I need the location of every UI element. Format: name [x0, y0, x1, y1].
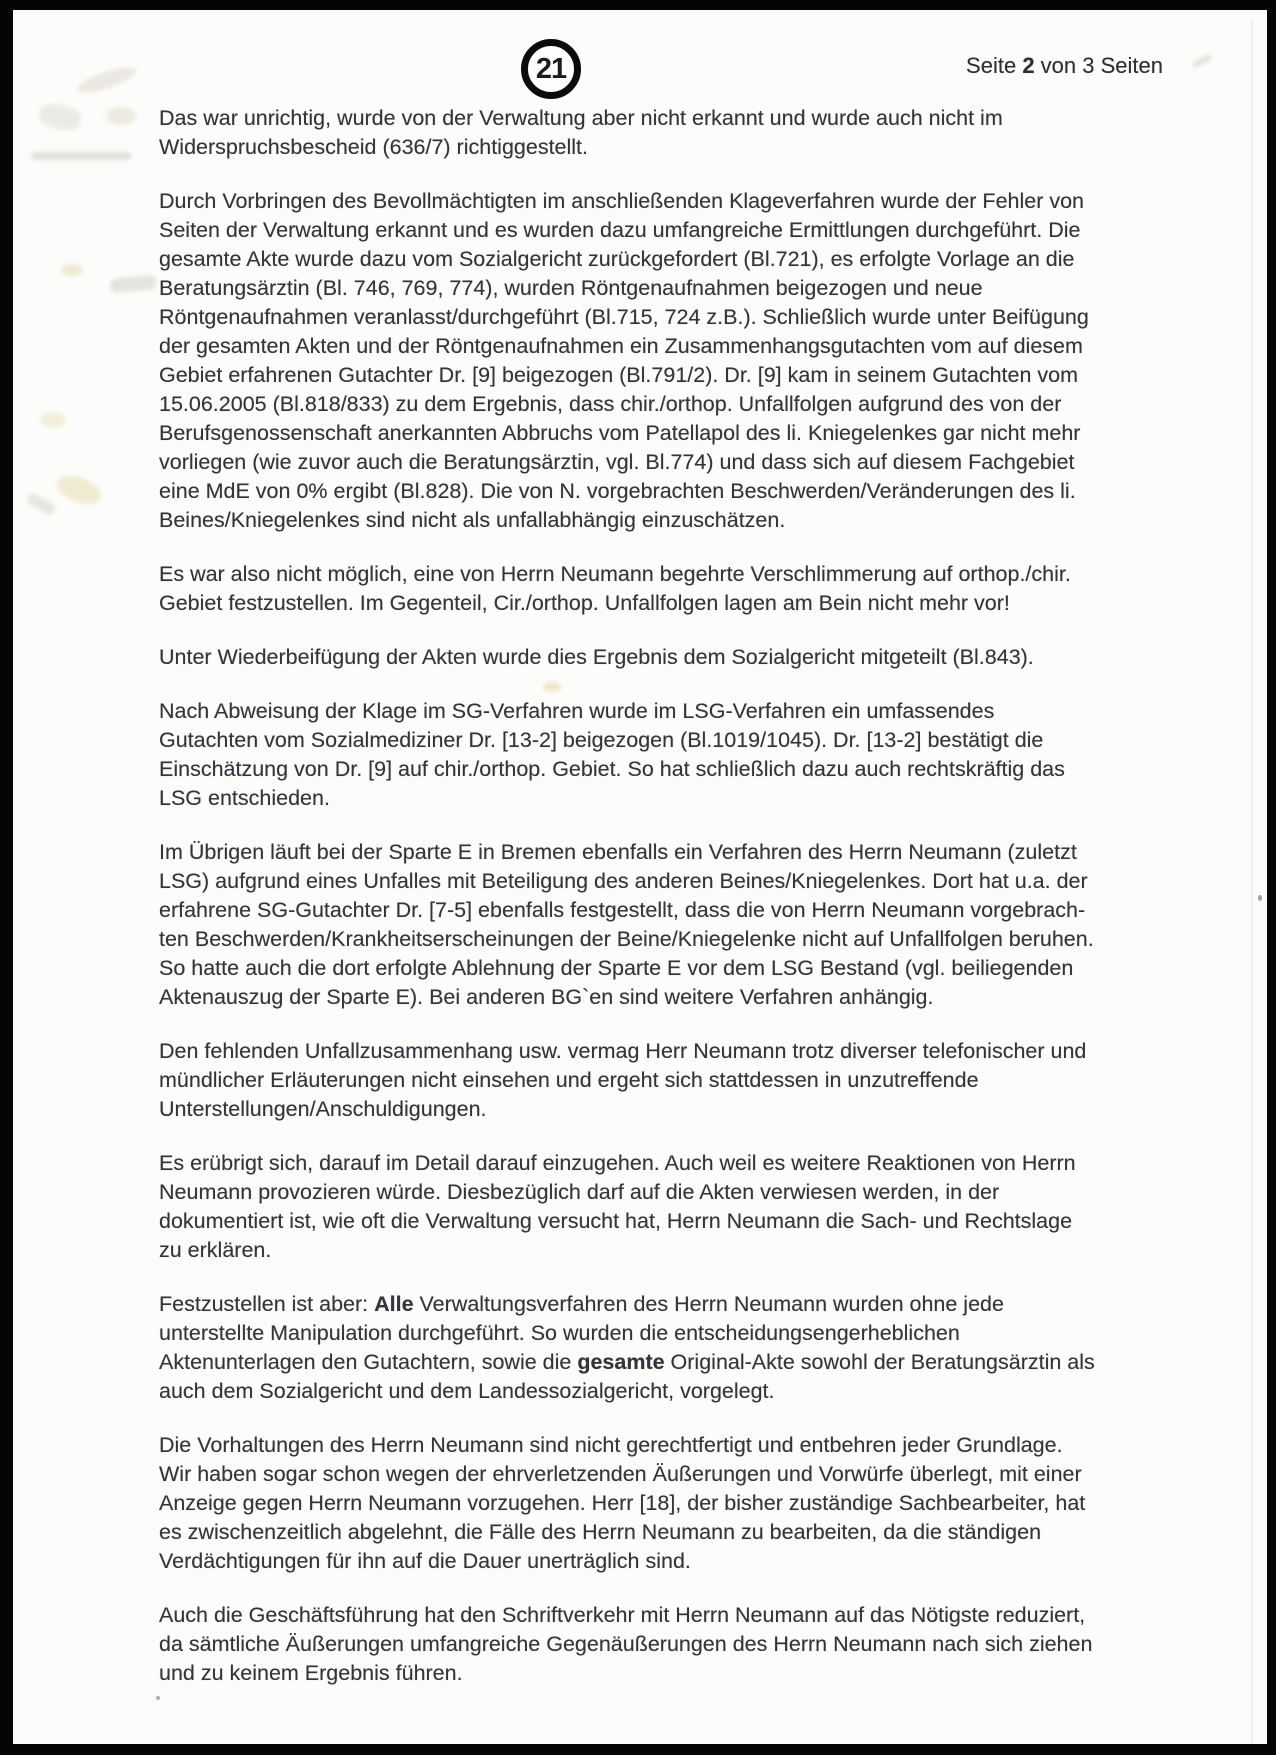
paragraph: Festzustellen ist aber: Alle Verwaltungsverfahren des Herrn Neumann wurden ohne jede unterstellte Manipulation durchgeführt. So wurden die entscheidungsengerheblichen Aktenunterlagen den Gutachtern, sowie die gesamte Original-Akte sowohl der Beratungsärztin als auch dem Sozialgericht und dem Landessozialgericht, vorgelegt.	[159, 1292, 1095, 1403]
paragraph: Auch die Geschäftsführung hat den Schriftverkehr mit Herrn Neumann auf das Nötigste reduziert, da sämtliche Äußerungen umfangreiche Gegenäußerungen des Herrn Neumann nach sich ziehen und zu keinem Ergebnis führen.	[159, 1603, 1093, 1685]
text-segment: Aktenunterlagen den Gutachtern, sowie die	[159, 1350, 578, 1374]
scan-artifact	[37, 101, 83, 133]
scanner-streak	[1251, 20, 1253, 1754]
paragraph: Unter Wiederbeifügung der Akten wurde dies Ergebnis dem Sozialgericht mitgeteilt (Bl.843).	[159, 645, 1034, 669]
text-segment: Verwaltungsverfahren des Herrn Neumann wurden ohne jede	[413, 1292, 1004, 1316]
paragraph: Durch Vorbringen des Bevollmächtigten im anschließenden Klageverfahren wurde der Fehler von Seiten der Verwaltung erkannt und es wurden dazu umfangreiche Ermittlungen durchgeführt. Die gesamte Akte wurde dazu vom Sozialgericht zurückgefordert (Bl.721), es erfolgte Vorlage an die Beratungsärztin (Bl. 746, 769, 774), wurden Röntgenaufnahmen beigezogen und neue Röntgenaufnahmen veranlasst/durchgeführt (Bl.715, 724 z.B.). Schließlich wurde unter Beifügung der gesamten Akten und der Röntgenaufnahmen ein Zusammenhangsgutachten vom auf diesem Gebiet erfahrenen Gutachter Dr. [9] beigezogen (Bl.791/2). Dr. [9] kam in seinem Gutachten vom 15.06.2005 (Bl.818/833) zu dem Ergebnis, dass chir./orthop. Unfallfolgen aufgrund des von der Berufsgenossenschaft anerkannten Abbruchs vom Patellapol des li. Kniegelenkes gar nicht mehr vorliegen (wie zuvor auch die Beratungsärztin, vgl. Bl.774) und dass sich auf diesem Fachgebiet eine MdE von 0% ergibt (Bl.828). Die von N. vorgebrachten Beschwerden/Veränderungen des li. Beines/Kniegelenkes sind nicht als unfallabhängig einzuschätzen.	[159, 189, 1089, 532]
scan-artifact	[25, 491, 57, 516]
bold-text-segment: gesamte	[577, 1350, 665, 1374]
paragraph: Im Übrigen läuft bei der Sparte E in Bremen ebenfalls ein Verfahren des Herrn Neumann (zuletzt LSG) aufgrund eines Unfalles mit Beteiligung des anderen Beines/Kniegelenkes. Dort hat u.a. der erfahrene SG-Gutachter Dr. [7-5] ebenfalls festgestellt, dass die von Herrn Neumann vorgebrach- ten Beschwerden/Krankheitserscheinungen der Beine/Kniegelenke nicht auf Unfallfolgen beruhen. So hatte auch die dort erfolgte Ablehnung der Sparte E vor dem LSG Bestand (vgl. beiliegenden Aktenauszug der Sparte E). Bei anderen BG`en sind weitere Verfahren anhängig.	[159, 840, 1094, 1009]
bold-text-segment: Alle	[374, 1292, 414, 1316]
paragraph: Die Vorhaltungen des Herrn Neumann sind nicht gerechtfertigt und entbehren jeder Grundlage. Wir haben sogar schon wegen der ehrverletzenden Äußerungen und Vorwürfe überlegt, mit einer Anzeige gegen Herrn Neumann vorzugehen. Herr [18], der bisher zuständige Sachbearbeiter, hat es zwischenzeitlich abgelehnt, die Fälle des Herrn Neumann zu bearbeiten, da die ständigen Verdächtigungen für ihn auf die Dauer unerträglich sind.	[159, 1433, 1086, 1573]
paragraph: Es war also nicht möglich, eine von Herrn Neumann begehrte Verschlimmerung auf orthop./chir. Gebiet festzustellen. Im Gegenteil, Cir./orthop. Unfallfolgen lagen am Bein nicht mehr vor!	[159, 562, 1071, 615]
stamp-number: 21	[535, 52, 567, 85]
paragraph: Den fehlenden Unfallzusammenhang usw. vermag Herr Neumann trotz diverser telefonischer und mündlicher Erläuterungen nicht einsehen und ergeht sich stattdessen in unzutreffende Unterstellungen/Anschuldigungen.	[159, 1039, 1087, 1121]
scan-artifact	[109, 275, 156, 294]
scan-artifact	[1258, 895, 1262, 901]
text-segment: Original-Akte sowohl der Beratungsärztin als	[664, 1350, 1095, 1374]
bold-text-segment: 2	[1022, 53, 1035, 78]
scan-artifact	[75, 63, 139, 97]
text-segment: Seite	[966, 53, 1023, 78]
text-segment: von 3 Seiten	[1034, 53, 1163, 78]
paragraph: Das war unrichtig, wurde von der Verwaltung aber nicht erkannt und wurde auch nicht im Widerspruchsbescheid (636/7) richtiggestellt.	[159, 106, 1003, 159]
scan-artifact	[106, 107, 136, 125]
paragraph: Nach Abweisung der Klage im SG-Verfahren wurde im LSG-Verfahren ein umfassendes Gutachten vom Sozialmediziner Dr. [13-2] beigezogen (Bl.1019/1045). Dr. [13-2] bestätigt die Einschätzung von Dr. [9] auf chir./orthop. Gebiet. So hat schließlich dazu auch rechtskräftig das LSG entschieden.	[159, 699, 1065, 810]
document-body	[159, 104, 1239, 1713]
scan-artifact	[40, 413, 66, 427]
text-segment: Festzustellen ist aber:	[159, 1292, 375, 1316]
scan-artifact	[1192, 54, 1213, 68]
page-number-stamp	[521, 39, 581, 99]
paragraph: Es erübrigt sich, darauf im Detail darauf einzugehen. Auch weil es weitere Reaktionen von Herrn Neumann provozieren würde. Diesbezüglich darf auf die Akten verwiesen werden, in der dokumentiert ist, wie oft die Verwaltung versucht hat, Herrn Neumann die Sach- und Rechtslage zu erklären.	[159, 1151, 1076, 1262]
scan-artifact	[61, 264, 83, 276]
page-indicator	[966, 53, 1163, 79]
scan-artifact	[31, 152, 131, 160]
scan-artifact	[53, 471, 104, 509]
